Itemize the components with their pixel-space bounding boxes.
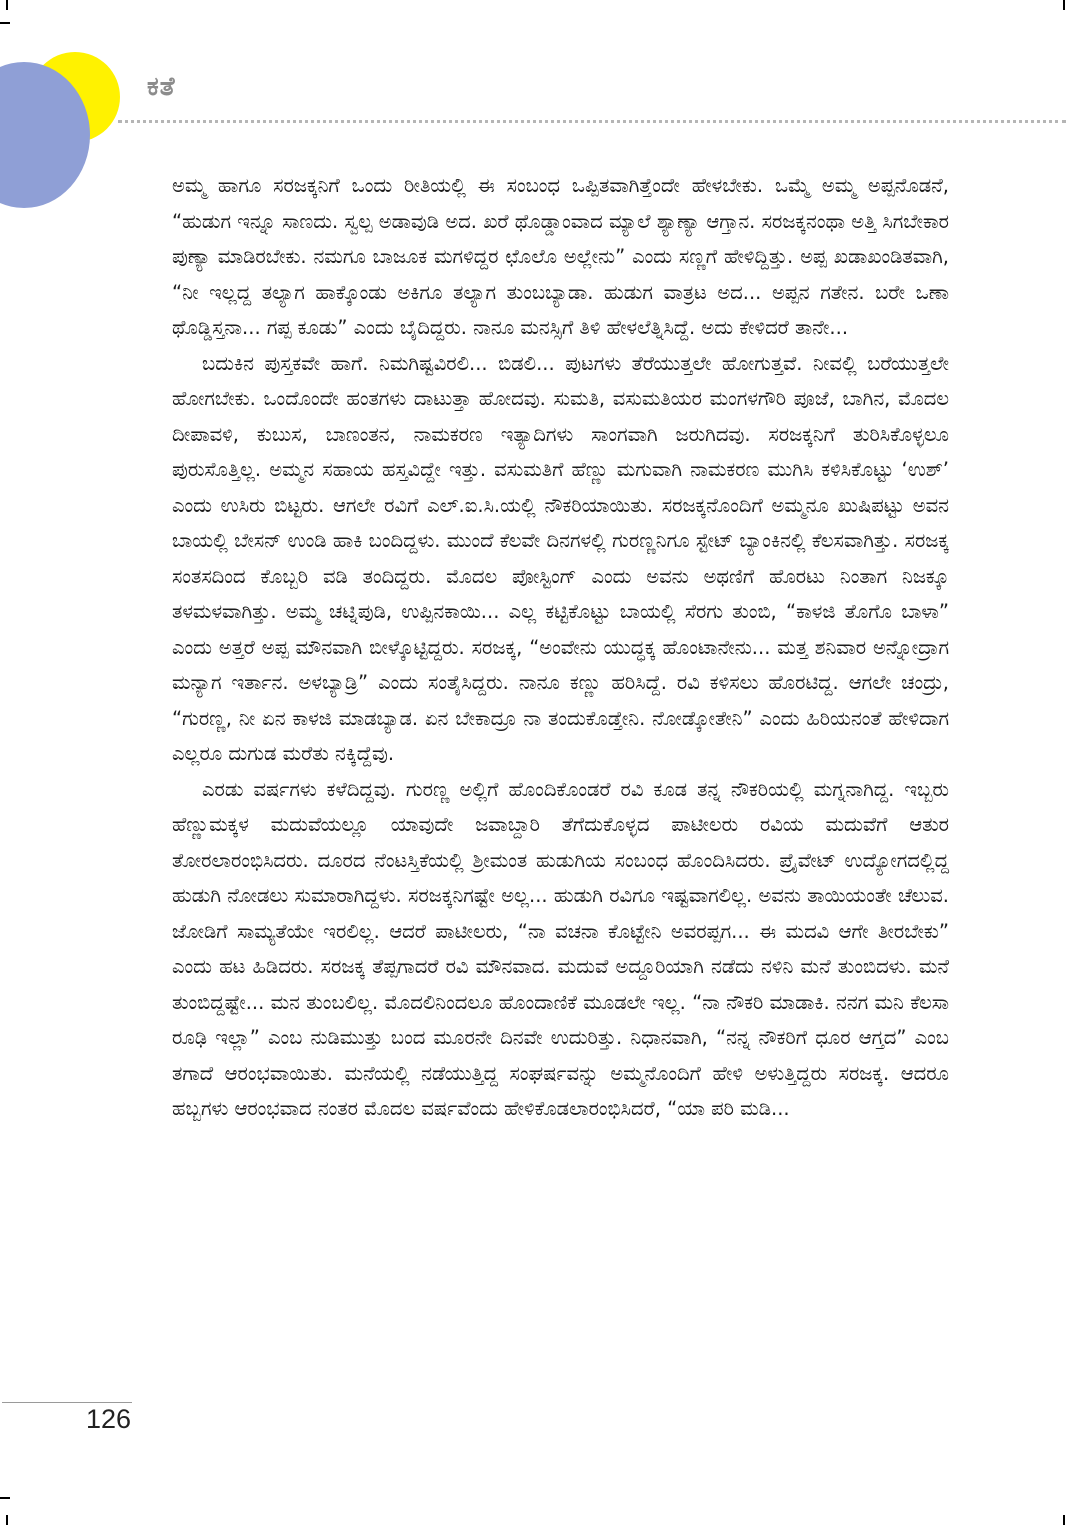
paragraph: ಬದುಕಿನ ಪುಸ್ತಕವೇ ಹಾಗೆ. ನಿಮಗಿಷ್ಟವಿರಲಿ... ಬಿಡಲಿ... ಪುಟಗಳು ತೆರೆಯುತ್ತಲೇ ಹೋಗುತ್ತವೆ. ನೀವಲ್ಲಿ ಬರೆಯುತ್ತಲೇ ಹೋಗಬೇಕು. ಒಂದೊಂದೇ ಹಂತಗಳು ದಾಟುತ್ತಾ ಹೋದವು. ಸುಮತಿ, ವಸುಮತಿಯರ ಮಂಗಳಗೌರಿ ಪೂಜೆ, ಬಾಗಿನ, ಮೊದಲ ದೀಪಾವಳಿ, ಕುಬುಸ, ಬಾಣಂತನ, ನಾಮಕರಣ ಇತ್ಯಾದಿಗಳು ಸಾಂಗವಾಗಿ ಜರುಗಿದವು. ಸರಜಕ್ಕನಿಗೆ ತುರಿಸಿಕೊಳ್ಳಲೂ ಪುರುಸೊತ್ತಿಲ್ಲ. ಅಮ್ಮನ ಸಹಾಯ ಹಸ್ತವಿದ್ದೇ ಇತ್ತು. ವಸುಮತಿಗೆ ಹೆಣ್ಣು ಮಗುವಾಗಿ ನಾಮಕರಣ ಮುಗಿಸಿ ಕಳಿಸಿಕೊಟ್ಟು ‘ಉಶ್’ ಎಂದು ಉಸಿರು ಬಿಟ್ಟರು. ಆಗಲೇ ರವಿಗೆ ಎಲ್.ಐ.ಸಿ.ಯಲ್ಲಿ ನೌಕರಿಯಾಯಿತು. ಸರಜಕ್ಕನೊಂದಿಗೆ ಅಮ್ಮನೂ ಖುಷಿಪಟ್ಟು ಅವನ ಬಾಯಲ್ಲಿ ಬೇಸನ್ ಉಂಡಿ ಹಾಕಿ ಬಂದಿದ್ದಳು. ಮುಂದೆ ಕೆಲವೇ ದಿನಗಳಲ್ಲಿ ಗುರಣ್ಣನಿಗೂ ಸ್ಟೇಟ್ ಬ್ಯಾಂಕಿನಲ್ಲಿ ಕೆಲಸವಾಗಿತ್ತು. ಸರಜಕ್ಕ ಸಂತಸದಿಂದ ಕೊಬ್ಬರಿ ವಡಿ ತಂದಿದ್ದರು. ಮೊದಲ ಪೋಸ್ಟಿಂಗ್ ಎಂದು ಅವನು ಅಥಣಿಗೆ ಹೊರಟು ನಿಂತಾಗ ನಿಜಕ್ಕೂ ತಳಮಳವಾಗಿತ್ತು. ಅಮ್ಮ ಚಟ್ನಿಪುಡಿ, ಉಪ್ಪಿನಕಾಯಿ... ಎಲ್ಲ ಕಟ್ಟಿಕೊಟ್ಟು ಬಾಯಲ್ಲಿ ಸೆರಗು ತುಂಬಿ, “ಕಾಳಜಿ ತೊಗೊ ಬಾಳಾ” ಎಂದು ಅತ್ತರೆ ಅಪ್ಪ ಮೌನವಾಗಿ ಬೀಳ್ಕೊಟ್ಟಿದ್ದರು. ಸರಜಕ್ಕ, “ಅಂವೇನು ಯುದ್ಧಕ್ಕ ಹೊಂಟಾನೇನು... ಮತ್ತ ಶನಿವಾರ ಅನ್ನೋದ್ರಾಗ ಮನ್ಯಾಗ ಇರ್ತಾನ. ಅಳಬ್ಯಾಡ್ರಿ” ಎಂದು ಸಂತೈಸಿದ್ದರು. ನಾನೂ ಕಣ್ಣು ಹರಿಸಿದ್ದೆ. ರವಿ ಕಳಿಸಲು ಹೊರಟಿದ್ದ. ಆಗಲೇ ಚಂದ್ರು, “ಗುರಣ್ಣ, ನೀ ಏನ ಕಾಳಜಿ ಮಾಡಬ್ಯಾಡ. ಏನ ಬೇಕಾದ್ರೂ ನಾ ತಂದುಕೊಡ್ತೇನಿ. ನೋಡ್ಕೋತೇನಿ” ಎಂದು ಹಿರಿಯನಂತೆ ಹೇಳಿದಾಗ ಎಲ್ಲರೂ ದುಗುಡ ಮರೆತು ನಕ್ಕಿದ್ದೆವು. xyxy=(172,351,949,765)
paragraph: ಎರಡು ವರ್ಷಗಳು ಕಳೆದಿದ್ದವು. ಗುರಣ್ಣ ಅಲ್ಲಿಗೆ ಹೊಂದಿಕೊಂಡರೆ ರವಿ ಕೂಡ ತನ್ನ ನೌಕರಿಯಲ್ಲಿ ಮಗ್ನನಾಗಿದ್ದ. ಇಬ್ಬರು ಹೆಣ್ಣುಮಕ್ಕಳ ಮದುವೆಯಲ್ಲೂ ಯಾವುದೇ ಜವಾಬ್ದಾರಿ ತೆಗೆದುಕೊಳ್ಳದ ಪಾಟೀಲರು ರವಿಯ ಮದುವೆಗೆ ಆತುರ ತೋರಲಾರಂಭಿಸಿದರು. ದೂರದ ನೆಂಟಸ್ತಿಕೆಯಲ್ಲಿ ಶ್ರೀಮಂತ ಹುಡುಗಿಯ ಸಂಬಂಧ ಹೊಂದಿಸಿದರು. ಪ್ರೈವೇಟ್ ಉದ್ಯೋಗದಲ್ಲಿದ್ದ ಹುಡುಗಿ ನೋಡಲು ಸುಮಾರಾಗಿದ್ದಳು. ಸರಜಕ್ಕನಿಗಷ್ಟೇ ಅಲ್ಲ... ಹುಡುಗಿ ರವಿಗೂ ಇಷ್ಟವಾಗಲಿಲ್ಲ. ಅವನು ತಾಯಿಯಂತೇ ಚೆಲುವ. ಜೋಡಿಗೆ ಸಾಮ್ಯತೆಯೇ ಇರಲಿಲ್ಲ. ಆದರೆ ಪಾಟೀಲರು, “ನಾ ವಚನಾ ಕೊಟ್ಟೇನಿ ಅವರಪ್ಪಗ... ಈ ಮದವಿ ಆಗೇ ತೀರಬೇಕು” ಎಂದು ಹಟ ಹಿಡಿದರು. ಸರಜಕ್ಕ ತೆಪ್ಪಗಾದರೆ ರವಿ ಮೌನವಾದ. ಮದುವೆ ಅದ್ದೂರಿಯಾಗಿ ನಡೆದು ನಳಿನಿ ಮನೆ ತುಂಬಿದಳು. ಮನೆ ತುಂಬಿದ್ದಷ್ಟೇ... ಮನ ತುಂಬಲಿಲ್ಲ. ಮೊದಲಿನಿಂದಲೂ ಹೊಂದಾಣಿಕೆ ಮೂಡಲೇ ಇಲ್ಲ. “ನಾ ನೌಕರಿ ಮಾಡಾಕಿ. ನನಗ ಮನಿ ಕೆಲಸಾ ರೂಢಿ ಇಲ್ಲಾ” ಎಂಬ ನುಡಿಮುತ್ತು ಬಂದ ಮೂರನೇ ದಿನವೇ ಉದುರಿತ್ತು. ನಿಧಾನವಾಗಿ, “ನನ್ನ ನೌಕರಿಗೆ ಧೂರ ಆಗ್ತದ” ಎಂಬ ತಗಾದೆ ಆರಂಭವಾಯಿತು. ಮನೆಯಲ್ಲಿ ನಡೆಯುತ್ತಿದ್ದ ಸಂಘರ್ಷವನ್ನು ಅಮ್ಮನೊಂದಿಗೆ ಹೇಳಿ ಅಳುತ್ತಿದ್ದರು ಸರಜಕ್ಕ. ಆದರೂ ಹಬ್ಬಗಳು ಆರಂಭವಾದ ನಂತರ ಮೊದಲ ವರ್ಷವೆಂದು ಹೇಳಿಕೊಡಲಾರಂಭಿಸಿದರೆ, “ಯಾ ಪರಿ ಮಡಿ... xyxy=(172,777,949,1120)
crop-mark-bottom-right xyxy=(1063,1515,1065,1525)
dotted-divider xyxy=(118,120,1066,123)
crop-mark-top-left xyxy=(6,0,8,10)
crop-mark-top-right xyxy=(1063,0,1065,10)
story-body xyxy=(172,168,949,1127)
paragraph: ಅಮ್ಮ ಹಾಗೂ ಸರಜಕ್ಕನಿಗೆ ಒಂದು ರೀತಿಯಲ್ಲಿ ಈ ಸಂಬಂಧ ಒಪ್ಪಿತವಾಗಿತ್ತೆಂದೇ ಹೇಳಬೇಕು. ಒಮ್ಮೆ ಅಮ್ಮ ಅಪ್ಪನೊಡನೆ, “ಹುಡುಗ ಇನ್ನೂ ಸಾಣದು. ಸ್ವಲ್ಪ ಅಡಾವುಡಿ ಅದ. ಖರೆ ಥೊಡ್ಡಾಂವಾದ ಮ್ಯಾಲೆ ಶ್ಯಾಣ್ಯಾ ಆಗ್ತಾನ. ಸರಜಕ್ಕನಂಥಾ ಅತ್ತಿ ಸಿಗಬೇಕಾರ ಪುಣ್ಯಾ ಮಾಡಿರಬೇಕು. ನಮಗೂ ಬಾಜೂಕ ಮಗಳಿದ್ದರ ಛೊಲೊ ಅಲ್ಲೇನು” ಎಂದು ಸಣ್ಣಗೆ ಹೇಳಿದ್ದಿತ್ತು. ಅಪ್ಪ ಖಡಾಖಂಡಿತವಾಗಿ, “ನೀ ಇಲ್ಲದ್ದ ತಲ್ಯಾಗ ಹಾಕ್ಕೊಂಡು ಅಕಿಗೂ ತಲ್ಯಾಗ ತುಂಬಬ್ಯಾಡಾ. ಹುಡುಗ ವಾತ್ರಟ ಅದ... ಅಪ್ಪನ ಗತೇನ. ಬರೇ ಒಣಾ ಥೊಡ್ಡಿಸ್ತನಾ... ಗಪ್ಪ ಕೂಡು” ಎಂದು ಬೈದಿದ್ದರು. ನಾನೂ ಮನಸ್ಸಿಗೆ ತಿಳಿ ಹೇಳಲೆತ್ನಿಸಿದ್ದೆ. ಅದು ಕೇಳಿದರೆ ತಾನೇ... xyxy=(172,174,949,339)
footer-rule xyxy=(2,1402,132,1403)
crop-mark-bottom-left-h xyxy=(0,1497,10,1499)
crop-mark-bottom-left xyxy=(6,1515,8,1525)
crop-mark-top-left-h xyxy=(0,22,10,24)
page-number: 126 xyxy=(86,1404,132,1434)
section-title: ಕತೆ xyxy=(147,72,176,102)
